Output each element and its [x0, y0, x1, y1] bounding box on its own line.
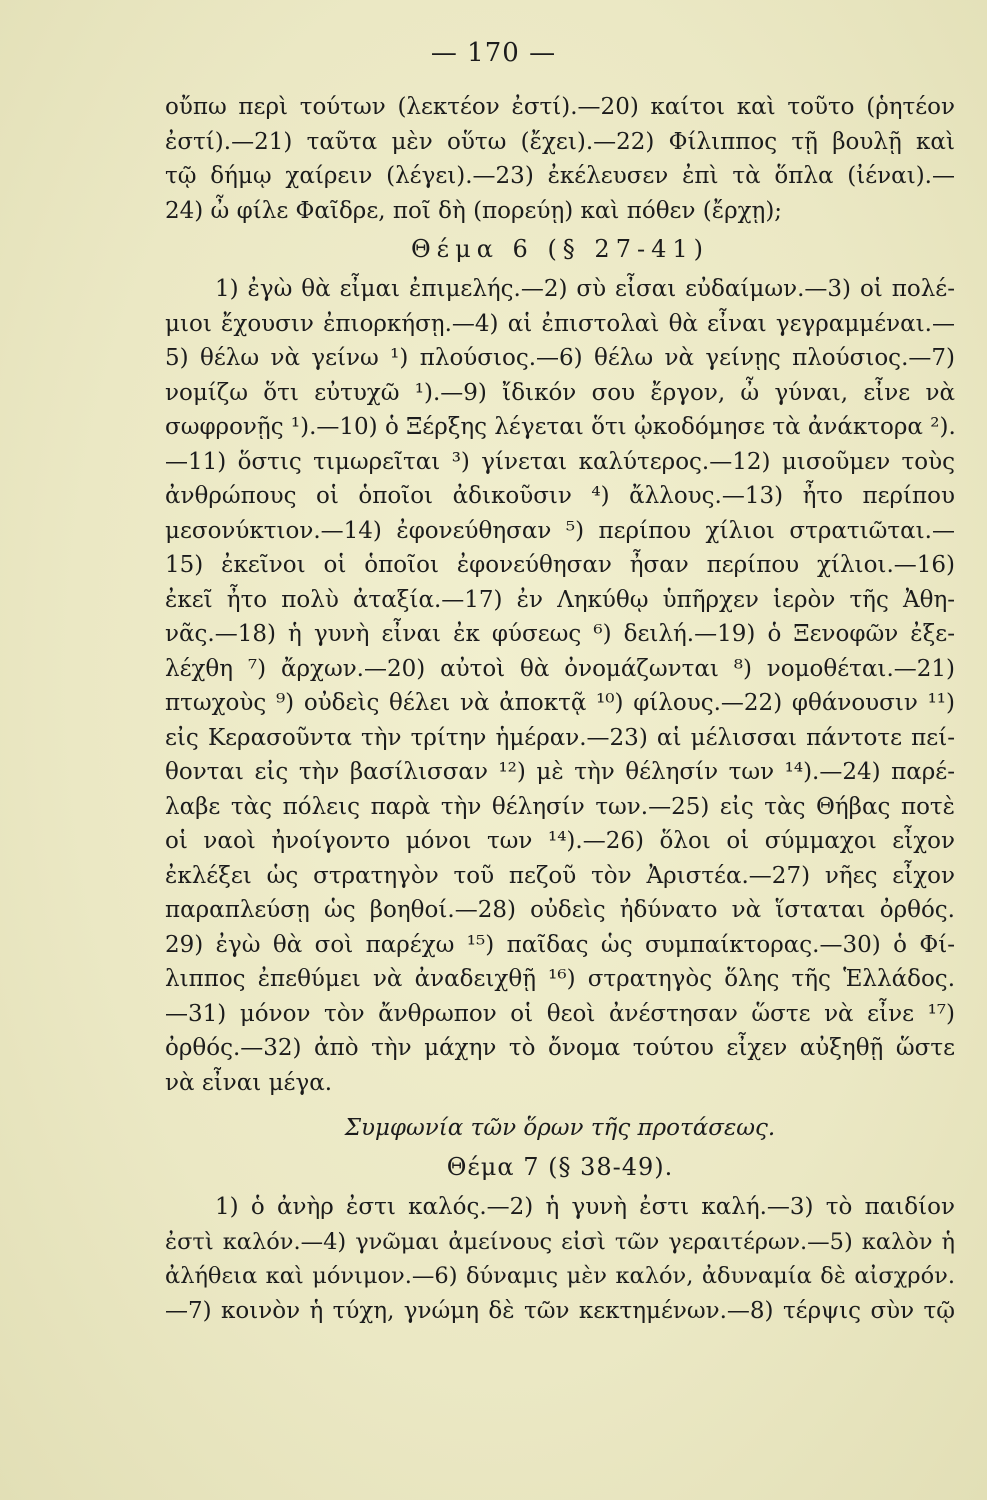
text-line: ἐστὶ καλόν.—4) γνῶμαι ἀμείνους εἰσὶ τῶν γεραιτέρων.—5) καλὸν ἡ	[165, 1228, 955, 1255]
text-line: ὀρθός.—32) ἀπὸ τὴν μάχην τὸ ὄνομα τούτου εἶχεν αὐξηθῇ ὥστε	[165, 1035, 955, 1061]
text-line: λαβε τὰς πόλεις παρὰ τὴν θέλησίν των.—25) εἰς τὰς Θήβας ποτὲ	[165, 793, 955, 820]
text-line: —11) ὅστις τιμωρεῖται ³) γίνεται καλύτερος.—12) μισοῦμεν τοὺς	[165, 448, 955, 475]
text-line: νὰ εἶναι μέγα.	[165, 1069, 333, 1096]
text-line: νομίζω ὅτι εὐτυχῶ ¹).—9) ἴδικόν σου ἔργον, ὦ γύναι, εἶνε νὰ	[165, 379, 955, 406]
text-line: οὔπω περὶ τούτων (λεκτέον ἐστί).—20) καίτοι καὶ τοῦτο (ῥητέον	[165, 94, 955, 120]
text-line: μιοι ἔχουσιν ἐπιορκήσῃ.—4) αἱ ἐπιστολαὶ θὰ εἶναι γεγραμμέναι.—	[165, 310, 955, 337]
text-line: 29) ἐγὼ θὰ σοὶ παρέχω ¹⁵) παῖδας ὡς συμπαίκτορας.—30) ὁ Φί-	[165, 931, 955, 958]
page-body	[165, 90, 955, 1328]
text-line: μεσονύκτιον.—14) ἐφονεύθησαν ⁵) περίπου χίλιοι στρατιῶται.—	[165, 517, 955, 544]
paragraph-continuation	[165, 90, 955, 228]
text-line: νᾶς.—18) ἡ γυνὴ εἶναι ἐκ φύσεως ⁶) δειλή.—19) ὁ Ξενοφῶν ἐξε-	[165, 621, 955, 647]
subheading: Συμφωνία τῶν ὅρων τῆς προτάσεως.	[344, 1115, 776, 1141]
text-line: θονται εἰς τὴν βασίλισσαν ¹²) μὲ τὴν θέλησίν των ¹⁴).—24) παρέ-	[165, 759, 955, 785]
text-line: 24) ὦ φίλε Φαῖδρε, ποῖ δὴ (πορεύῃ) καὶ πόθεν (ἔρχῃ);	[165, 197, 783, 224]
text-line: σωφρονῇς ¹).—10) ὁ Ξέρξης λέγεται ὅτι ᾠκοδόμησε τὰ ἀνάκτορα ²).	[165, 414, 956, 440]
text-line: —7) κοινὸν ἡ τύχη, γνώμη δὲ τῶν κεκτημένων.—8) τέρψις σὺν τῷ	[165, 1297, 955, 1324]
section-heading-6: Θέμα 6 (§ 27-41)	[411, 235, 709, 263]
text-line: ἐστί).—21) ταῦτα μὲν οὕτω (ἔχει).—22) Φίλιππος τῇ βουλῇ καὶ	[165, 128, 955, 155]
text-line: ἀλήθεια καὶ μόνιμον.—6) δύναμις μὲν καλόν, ἀδυναμία δὲ αἰσχρόν.	[165, 1263, 955, 1289]
text-line: 15) ἐκεῖνοι οἱ ὁποῖοι ἐφονεύθησαν ἦσαν περίπου χίλιοι.—16)	[165, 552, 955, 578]
text-line: πτωχοὺς ⁹) οὐδεὶς θέλει νὰ ἀποκτᾷ ¹⁰) φίλους.—22) φθάνουσιν ¹¹)	[165, 690, 955, 716]
text-line: τῷ δήμῳ χαίρειν (λέγει).—23) ἐκέλευσεν ἐπὶ τὰ ὅπλα (ἰέναι).—	[165, 163, 955, 189]
exercise-7	[165, 1190, 955, 1328]
text-line: λέχθη ⁷) ἄρχων.—20) αὐτοὶ θὰ ὀνομάζωνται ⁸) νομοθέται.—21)	[165, 655, 955, 682]
text-line: 1) ἐγὼ θὰ εἶμαι ἐπιμελής.—2) σὺ εἶσαι εὐδαίμων.—3) οἱ πολέ-	[215, 276, 955, 302]
text-line: παραπλεύσῃ ὡς βοηθοί.—28) οὐδεὶς ἠδύνατο νὰ ἵσταται ὀρθός.	[165, 897, 955, 923]
text-line: οἱ ναοὶ ἠνοίγοντο μόνοι των ¹⁴).—26) ὅλοι οἱ σύμμαχοι εἶχον	[165, 828, 955, 854]
text-line: 1) ὁ ἀνὴρ ἐστι καλός.—2) ἡ γυνὴ ἐστι καλή.—3) τὸ παιδίον	[215, 1194, 955, 1220]
text-line: εἰς Κερασοῦντα τὴν τρίτην ἡμέραν.—23) αἱ μέλισσαι πάντοτε πεί-	[165, 724, 955, 751]
page-number: — 170 —	[430, 38, 557, 68]
text-line: ἀνθρώπους οἱ ὁποῖοι ἀδικοῦσιν ⁴) ἄλλους.—13) ἦτο περίπου	[165, 483, 955, 509]
exercise-6	[165, 272, 955, 1100]
section-heading-7: Θέμα 7 (§ 38-49).	[446, 1153, 674, 1181]
text-line: —31) μόνον τὸν ἄνθρωπον οἱ θεοὶ ἀνέστησαν ὥστε νὰ εἶνε ¹⁷)	[165, 1000, 955, 1027]
text-line: ἐκλέξει ὡς στρατηγὸν τοῦ πεζοῦ τὸν Ἀριστέα.—27) νῆες εἶχον	[165, 862, 955, 889]
text-line: 5) θέλω νὰ γείνω ¹) πλούσιος.—6) θέλω νὰ γείνῃς πλούσιος.—7)	[165, 345, 955, 371]
text-line: ἐκεῖ ἦτο πολὺ ἀταξία.—17) ἐν Ληκύθῳ ὑπῆρχεν ἱερὸν τῆς Ἀθη-	[165, 586, 955, 613]
text-line: λιππος ἐπεθύμει νὰ ἀναδειχθῇ ¹⁶) στρατηγὸς ὅλης τῆς Ἑλλάδος.	[165, 966, 955, 992]
